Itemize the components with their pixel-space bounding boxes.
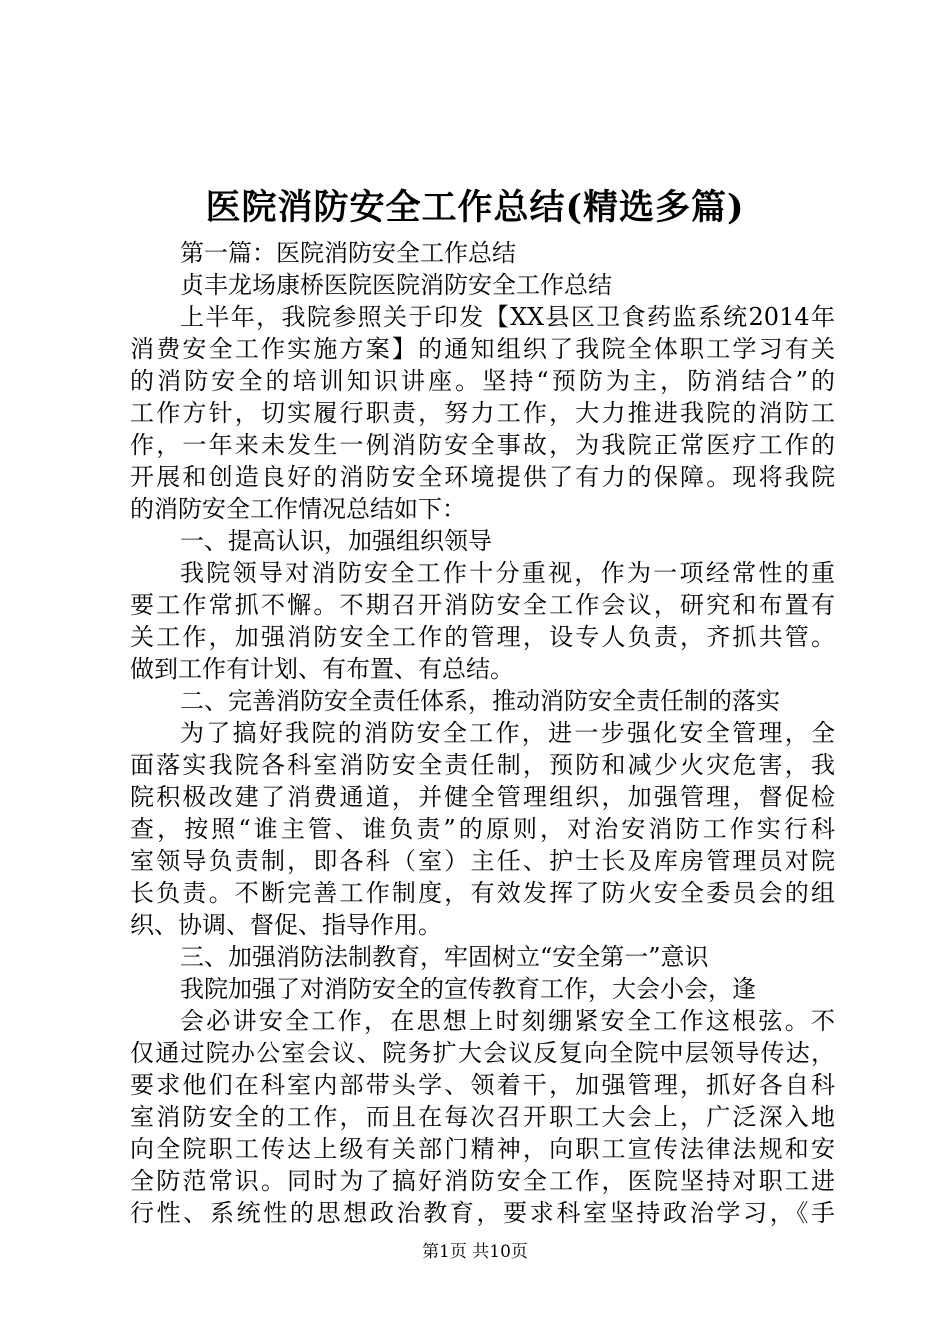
paragraph-line: 室消防安全的工作，而且在每次召开职工大会上，广泛深入地	[130, 1103, 835, 1131]
paragraph-line: 二、完善消防安全责任体系，推动消防安全责任制的落实	[180, 687, 780, 715]
paragraph-line: 消费安全工作实施方案】的通知组织了我院全体职工学习有关	[130, 335, 835, 363]
paragraph-line: 我院加强了对消防安全的宣传教育工作，大会小会，逢	[180, 975, 756, 1003]
paragraph-line: 三、加强消防法制教育，牢固树立“安全第一”意识	[180, 943, 709, 971]
paragraph-line: 面落实我院各科室消防安全责任制，预防和减少火灾危害，我	[130, 751, 835, 779]
paragraph-line: 仅通过院办公室会议、院务扩大会议反复向全院中层领导传达，	[130, 1039, 835, 1067]
paragraph-line: 贞丰龙场康桥医院医院消防安全工作总结	[180, 271, 612, 299]
paragraph-line: 开展和创造良好的消防安全环境提供了有力的保障。现将我院	[130, 463, 835, 491]
paragraph-line: 长负责。不断完善工作制度，有效发挥了防火安全委员会的组	[130, 879, 835, 907]
paragraph-line: 工作方针，切实履行职责，努力工作，大力推进我院的消防工	[130, 399, 835, 427]
paragraph-line: 院积极改建了消费通道，并健全管理组织，加强管理，督促检	[130, 783, 835, 811]
paragraph-line: 要求他们在科室内部带头学、领着干，加强管理，抓好各自科	[130, 1071, 835, 1099]
paragraph-line: 会必讲安全工作，在思想上时刻绷紧安全工作这根弦。不	[180, 1007, 835, 1035]
paragraph-line: 要工作常抓不懈。不期召开消防安全工作会议，研究和布置有	[130, 591, 835, 619]
paragraph-line: 一、提高认识，加强组织领导	[180, 527, 492, 555]
paragraph-line: 行性、系统性的思想政治教育，要求科室坚持政治学习，《手	[130, 1199, 835, 1227]
paragraph-line: 查，按照“谁主管、谁负责”的原则，对治安消防工作实行科	[130, 815, 835, 843]
paragraph-line: 的消防安全的培训知识讲座。坚持“预防为主，防消结合”的	[130, 367, 835, 395]
paragraph-line: 作，一年来未发生一例消防安全事故，为我院正常医疗工作的	[130, 431, 835, 459]
paragraph-line: 向全院职工传达上级有关部门精神，向职工宣传法律法规和安	[130, 1135, 835, 1163]
paragraph-line: 上半年，我院参照关于印发【XX县区卫食药监系统2014年	[180, 303, 835, 331]
paragraph-line: 做到工作有计划、有布置、有总结。	[130, 655, 514, 683]
paragraph-line: 织、协调、督促、指导作用。	[130, 911, 442, 939]
page-number-footer: 第1页 共10页	[422, 1242, 528, 1262]
paragraph-line: 第一篇：医院消防安全工作总结	[180, 239, 516, 267]
paragraph-line: 关工作，加强消防安全工作的管理，设专人负责，齐抓共管。	[130, 623, 835, 651]
paragraph-line: 我院领导对消防安全工作十分重视，作为一项经常性的重	[180, 559, 835, 587]
document-title: 医院消防安全工作总结(精选多篇)	[205, 187, 745, 228]
document-body	[130, 237, 835, 1229]
paragraph-line: 全防范常识。同时为了搞好消防安全工作，医院坚持对职工进	[130, 1167, 835, 1195]
paragraph-line: 的消防安全工作情况总结如下：	[130, 495, 466, 523]
paragraph-line: 室领导负责制，即各科（室）主任、护士长及库房管理员对院	[130, 847, 835, 875]
paragraph-line: 为了搞好我院的消防安全工作，进一步强化安全管理，全	[180, 719, 835, 747]
